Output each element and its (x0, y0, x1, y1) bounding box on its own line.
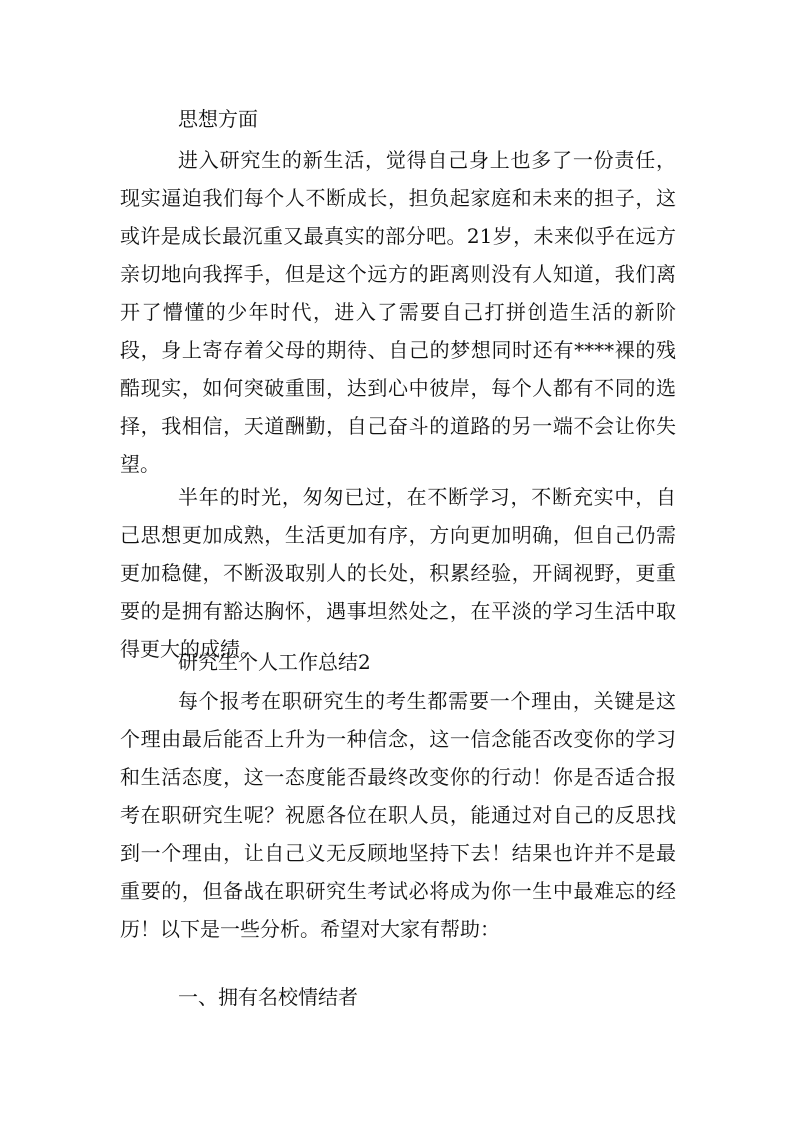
paragraph-half-year: 半年的时光，匆匆已过，在不断学习，不断充实中，自己思想更加成熟，生活更加有序，方向更加明确，但自己仍需更加稳健，不断汲取别人的长处，积累经验，开阔视野，更重要的是拥有豁达胸怀，遇事坦然处之，在平淡的学习生活中取得更大的成绩。 (120, 485, 676, 661)
subsection-heading-famous-school: 一、拥有名校情结者 (178, 985, 358, 1009)
section-heading-summary-2: 研究生个人工作总结2 (178, 650, 371, 674)
paragraph-reason: 每个报考在职研究生的考生都需要一个理由，关键是这个理由最后能否上升为一种信念，这一信念能否改变你的学习和生活态度，这一态度能否最终改变你的行动！你是否适合报考在职研究生呢？祝愿各位在职人员，能通过对自己的反思找到一个理由，让自己义无反顾地坚持下去！结果也许并不是最重要的，但备战在职研究生考试必将成为你一生中最难忘的经历！以下是一些分析。希望对大家有帮助： (120, 689, 676, 941)
paragraph-new-life: 进入研究生的新生活，觉得自己身上也多了一份责任，现实逼迫我们每个人不断成长，担负起家庭和未来的担子，这或许是成长最沉重又最真实的部分吧。21岁，未来似乎在远方亲切地向我挥手，但是这个远方的距离则没有人知道，我们离开了懵懂的少年时代，进入了需要自己打拼创造生活的新阶段，身上寄存着父母的期待、自己的梦想同时还有****裸的残酷现实，如何突破重围，达到心中彼岸，每个人都有不同的选择，我相信，天道酬勤，自己奋斗的道路的另一端不会让你失望。 (120, 148, 676, 476)
section-heading-thinking: 思想方面 (178, 107, 258, 131)
